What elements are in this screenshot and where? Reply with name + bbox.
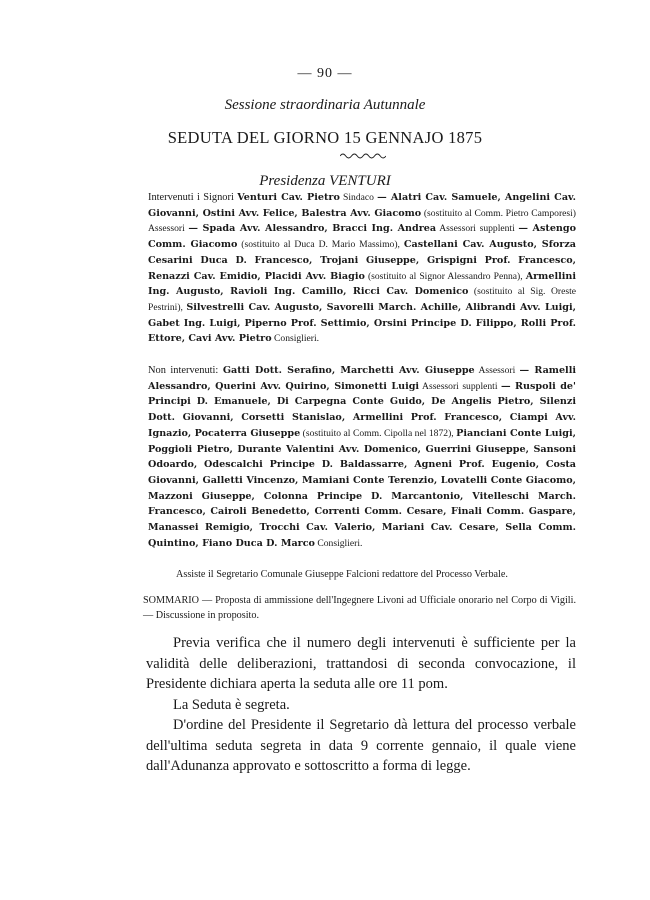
member-names: Venturi Cav. Pietro: [237, 192, 340, 203]
wave-ornament: [340, 152, 386, 160]
member-names: — Alatri Cav. Samuele, Angelini Cav. Giovanni, Ostini Avv. Felice, Balestra Avv. Giacomo: [148, 192, 576, 219]
sommario: SOMMARIO — Proposta di ammissione dell'Ingegnere Livoni ad Ufficiale onorario nel Corpo di Vigili. — Discussione in proposito.: [143, 595, 576, 621]
member-names: Armellini Ing. Augusto, Ravioli Ing. Camillo, Ricci Cav. Domenico: [148, 270, 576, 298]
list-text: Assessori: [474, 365, 520, 376]
member-names: — Spada Avv. Alessandro, Bracci Ing. Andrea: [188, 223, 437, 235]
session-title: Sessione straordinaria Autunnale: [224, 97, 426, 113]
list-text: Assessori supplenti: [436, 223, 519, 235]
member-names: — Ruspoli de' Principi D. Emanuele, Di Carpegna Conte Guido, De Angelis Pietro, Silenzi Dott. Giovanni, Corsetti Stanislao, Armellini Prof. Francesco, Ciampi Avv. Ignazio, Pocaterra Giuseppe: [148, 380, 576, 439]
paragraph-seduta-segreta: La Seduta è segreta.: [173, 696, 290, 713]
member-names: — Ramelli Alessandro, Querini Avv. Quirino, Simonetti Luigi: [148, 365, 576, 392]
paragraph-verifica: Previa verifica che il numero degli intervenuti è sufficiente per la validità delle deliberazioni, trattandosi di seconda convocazione, il Presidente dichiara aperta la seduta alle ore 11 pom.: [146, 635, 576, 692]
member-names: — Astengo Comm. Giacomo: [148, 223, 577, 251]
list-text: (sostituito al Comm. Cipolla nel 1872),: [300, 427, 457, 439]
list-text: (sostituito al Comm. Pietro Camporesi) Assessori: [148, 207, 576, 235]
list-text: Assessori supplenti: [419, 380, 501, 392]
paragraph-lettura-verbale: D'ordine del Presidente il Segretario dà lettura del processo verbale dell'ultima seduta segreta in data 9 corrente gennaio, il quale viene dall'Adunanza approvato e sottoscritto a forma di legge.: [146, 717, 576, 774]
member-names: Gatti Dott. Serafino, Marchetti Avv. Giuseppe: [222, 365, 475, 376]
list-text: (sostituito al Signor Alessandro Penna),: [364, 270, 526, 282]
member-names: Pianciani Conte Luigi, Poggioli Pietro, Durante Valentini Avv. Domenico, Guerrini Giuseppe, Sansoni Odoardo, Odescalchi Principe D. Baldassarre, Agneni Prof. Eugenio, Costa Giovanni, Galletti Vincenzo, Mamiani Conte Terenzio, Lovatelli Conte Giacomo, Mazzoni Giuseppe, Colonna Principe D. Marcantonio, Vitelleschi March. Francesco, Cairoli Benedetto, Correnti Comm. Cesare, Finali Comm. Gaspare, Manassei Remigio, Trocchi Cav. Valerio, Mariani Cav. Cesare, Sella Comm. Quintino, Fiano Duca D. Marco: [148, 427, 576, 549]
member-names: Castellani Cav. Augusto, Sforza Cesarini Duca D. Francesco, Trojani Giuseppe, Grispigni Prof. Francesco, Renazzi Cav. Emidio, Placidi Avv. Biagio: [148, 239, 576, 282]
list-text: Non intervenuti:: [148, 365, 223, 376]
intervenuti-list: [148, 190, 576, 347]
member-names: Silvestrelli Cav. Augusto, Savorelli March. Achille, Alibrandi Avv. Luigi, Gabet Ing. Luigi, Piperno Prof. Settimio, Orsini Principe D. Filippo, Rolli Prof. Ettore, Cavi Avv. Pietro: [148, 301, 576, 345]
page-number: — 90 —: [297, 66, 353, 81]
list-text: Intervenuti i Signori: [148, 192, 238, 203]
body-text: [146, 633, 576, 777]
assiste-line: Assiste il Segretario Comunale Giuseppe Falcioni redattore del Processo Verbale.: [176, 569, 508, 580]
list-text: (sostituito al Duca D. Mario Massimo),: [237, 239, 404, 251]
list-text: Sindaco: [339, 192, 378, 203]
list-text: Consiglieri.: [271, 333, 320, 345]
presidenza-heading: Presidenza VENTURI: [259, 173, 391, 189]
non-intervenuti-list: [148, 363, 576, 551]
seduta-heading: SEDUTA DEL GIORNO 15 GENNAJO 1875: [167, 128, 483, 147]
list-text: (sostituito al Sig. Oreste Pestrini),: [148, 286, 576, 313]
list-text: Consiglieri.: [314, 537, 363, 549]
